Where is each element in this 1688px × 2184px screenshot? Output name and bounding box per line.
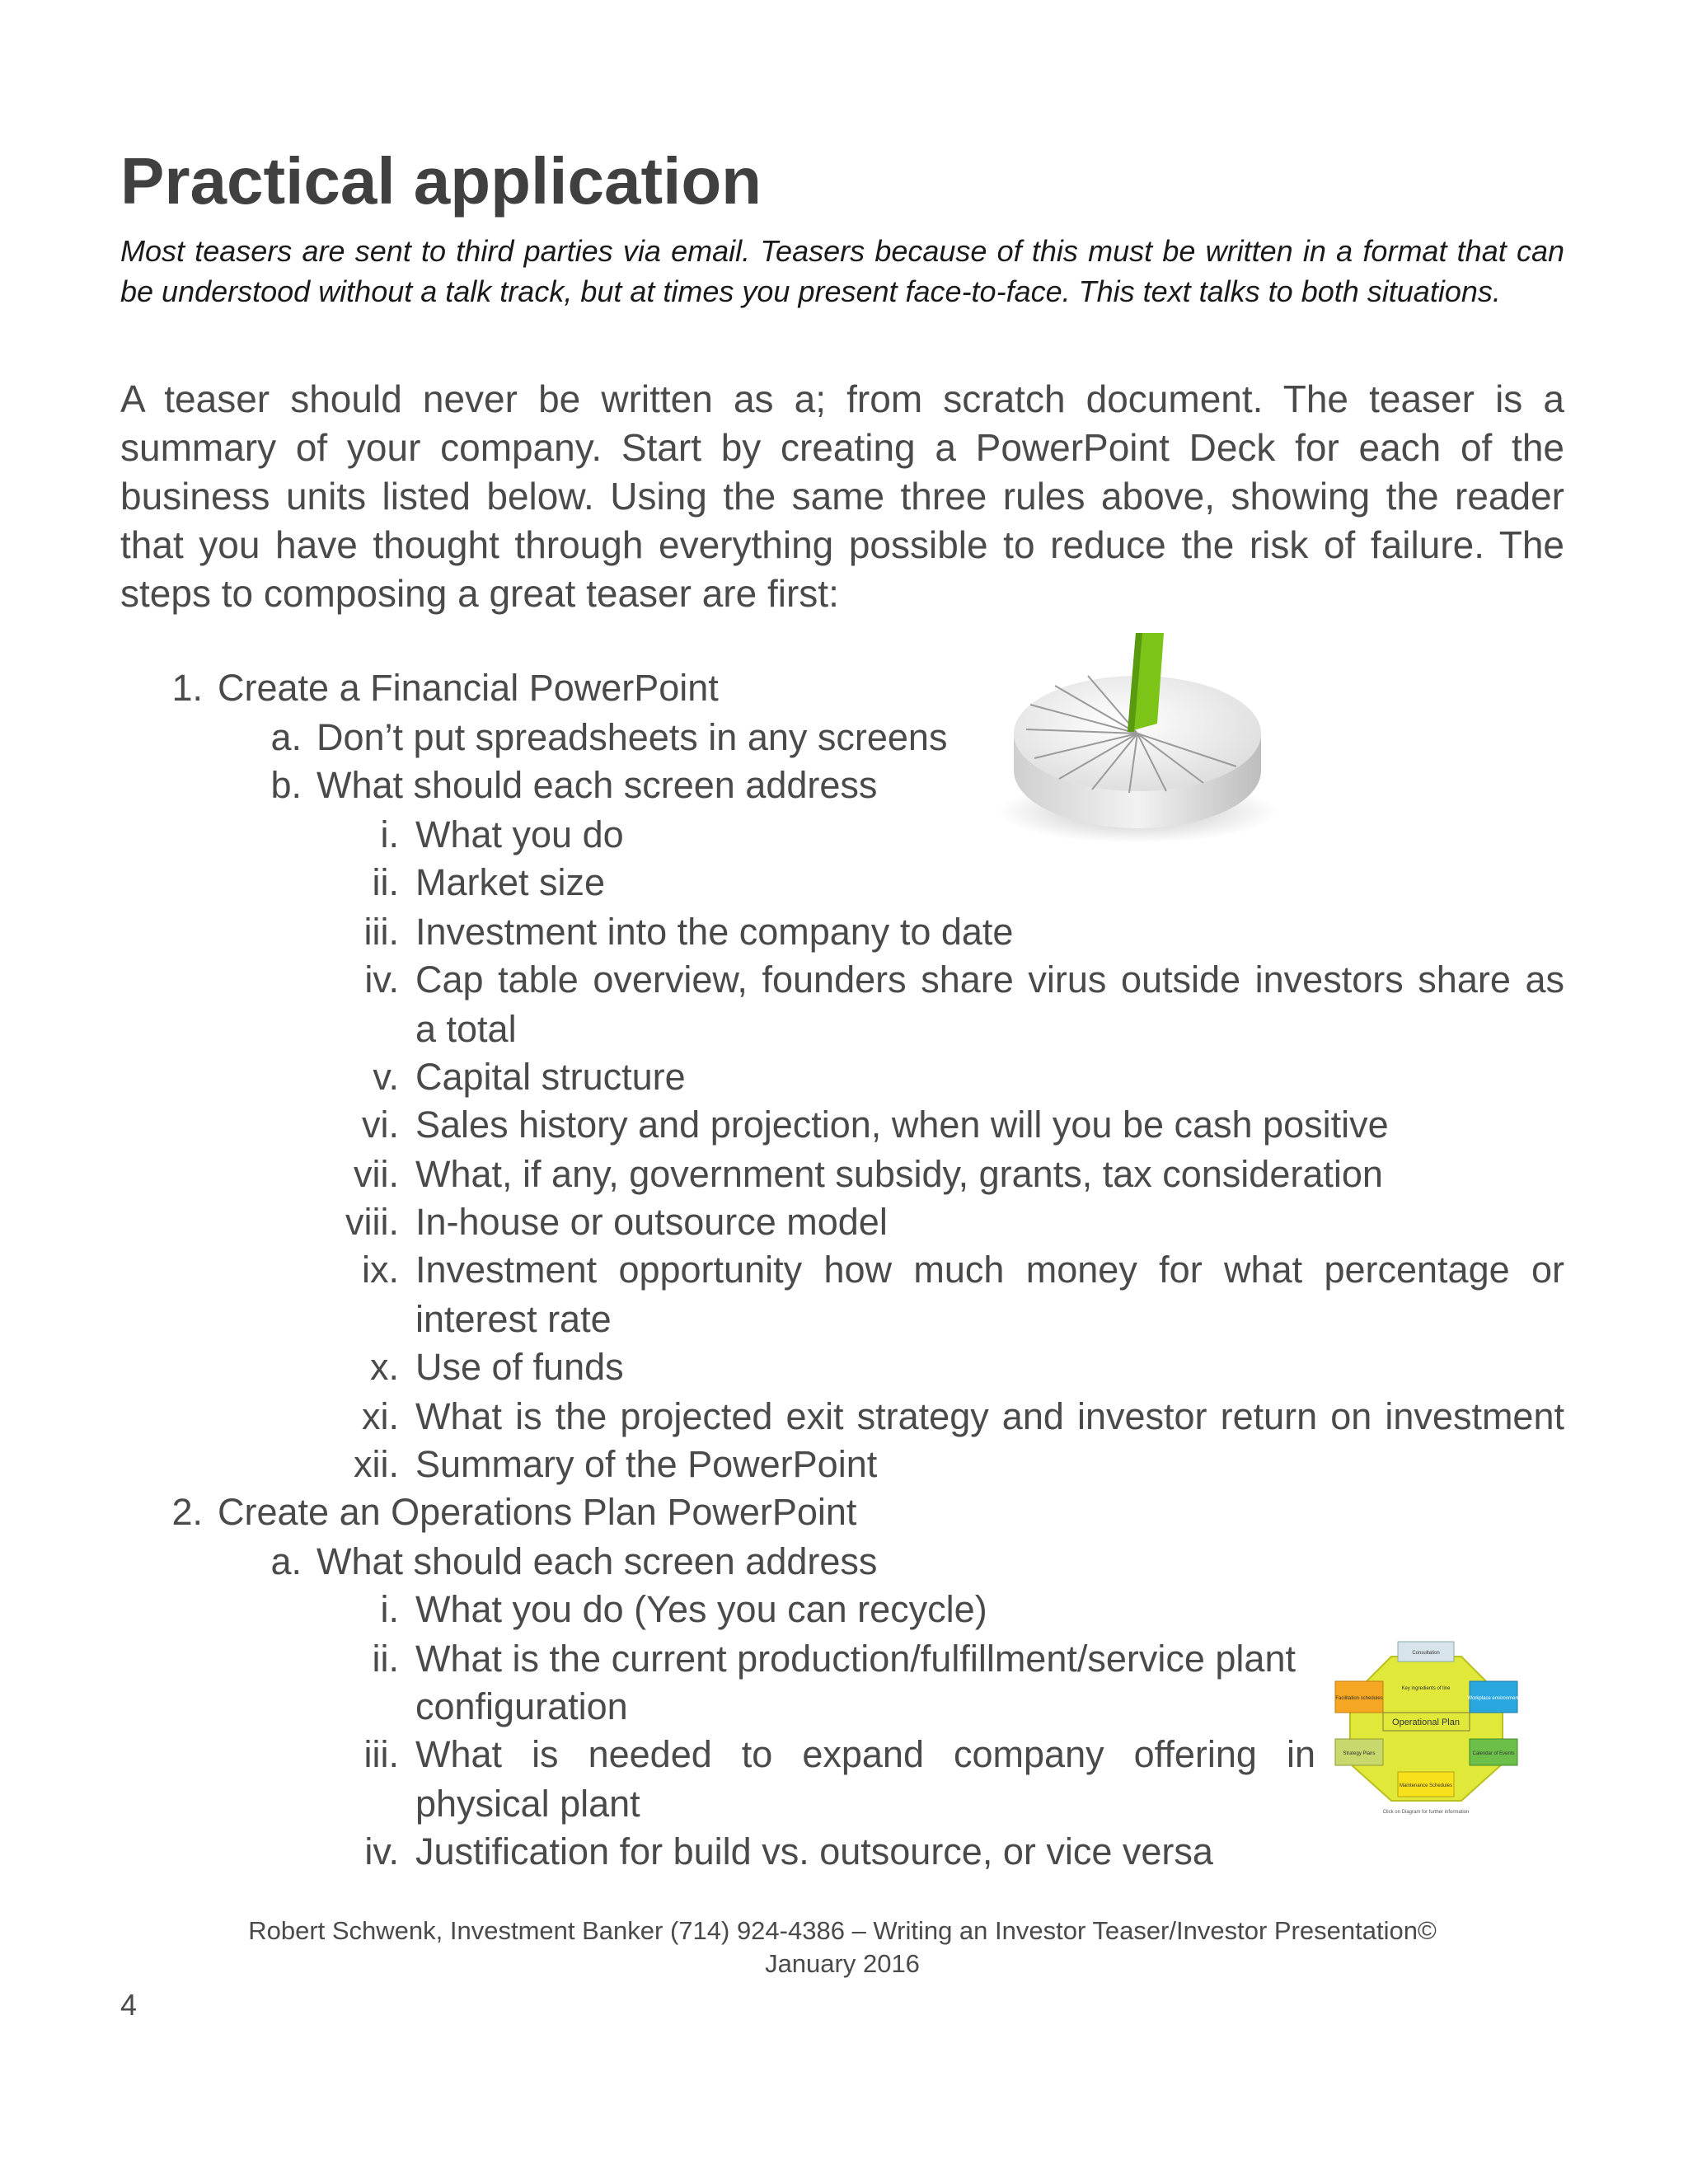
list-text-continuation: a total	[415, 1008, 517, 1050]
pie-chart-illustration	[981, 626, 1294, 849]
body-paragraph: A teaser should never be written as a; from scratch document. The teaser is a summary of your company. Start by creating a PowerPoint Deck for each of the business units listed below. Using the same three rules above, showing the reader that you have thought through everything possible to reduce the risk of failure. The steps to composing a great teaser are first:	[120, 377, 1564, 615]
list-roman: iii.	[363, 911, 399, 953]
list-letter: a.	[270, 716, 302, 758]
list-roman: v.	[373, 1056, 399, 1098]
list-text: Cap table overview, founders share virus outside investors share as	[415, 958, 1564, 1001]
list-roman: i.	[380, 813, 399, 855]
list-text: Market size	[415, 861, 606, 903]
list-text-continuation: configuration	[415, 1685, 628, 1727]
list-text-continuation: physical plant	[415, 1783, 640, 1825]
diagram-inner-label: Key ingredients of line	[1401, 1686, 1451, 1691]
list-text: Create an Operations Plan PowerPoint	[218, 1491, 857, 1533]
list-text: What should each screen address	[316, 764, 878, 806]
list-roman: vi.	[362, 1104, 399, 1146]
diagram-right-label: Workplace environment	[1467, 1696, 1519, 1701]
list-roman: vii.	[354, 1153, 399, 1195]
list-text: Summary of the PowerPoint	[415, 1443, 878, 1485]
footer-date: January 2016	[765, 1949, 920, 1978]
list-text: What you do (Yes you can recycle)	[415, 1588, 987, 1630]
diagram-bottom-label: Maintenance Schedules	[1399, 1783, 1453, 1788]
list-roman: xii.	[354, 1443, 399, 1485]
list-number: 2.	[171, 1491, 203, 1533]
list-text: What is the current production/fulfillment/service plant	[415, 1638, 1296, 1680]
list-text: What should each screen address	[316, 1540, 878, 1582]
list-text: Sales history and projection, when will you be cash positive	[415, 1104, 1389, 1146]
list-text: What you do	[415, 813, 624, 855]
list-roman: x.	[369, 1346, 399, 1388]
diagram-left-label: Facilitation schedules	[1335, 1696, 1383, 1701]
list-roman: i.	[380, 1588, 399, 1630]
page-number: 4	[120, 1988, 138, 2022]
list-roman: iii.	[363, 1733, 399, 1775]
operational-plan-diagram	[1334, 1640, 1519, 1817]
diagram-caption: Click on Diagram for further information	[1382, 1810, 1470, 1815]
list-roman: viii.	[345, 1201, 399, 1243]
diagram-bottom-left-label: Strategy Plans	[1343, 1751, 1376, 1756]
diagram-bottom-right-label: Calendar of Events	[1472, 1751, 1515, 1756]
diagram-top-label: Consultation	[1412, 1651, 1440, 1656]
list-number: 1.	[171, 667, 203, 709]
list-text: Capital structure	[415, 1056, 686, 1098]
list-text: What, if any, government subsidy, grants, tax consideration	[415, 1153, 1383, 1195]
list-roman: ix.	[362, 1249, 399, 1291]
intro-italic-text: Most teasers are sent to third parties via email. Teasers because of this must be written in a format that can be understood without a talk track, but at times you present face-to-face. This text talks to both situations.	[120, 234, 1564, 308]
list-roman: iv.	[364, 958, 399, 1001]
list-letter: b.	[270, 764, 302, 806]
list-letter: a.	[270, 1540, 302, 1582]
list-text: Investment into the company to date	[415, 911, 1014, 953]
list-text: Investment opportunity how much money for what percentage or	[415, 1249, 1564, 1291]
list-text: Create a Financial PowerPoint	[218, 667, 719, 709]
list-text: Don’t put spreadsheets in any screens	[316, 716, 948, 758]
list-text: In-house or outsource model	[415, 1201, 888, 1243]
list-roman: ii.	[372, 861, 399, 903]
list-roman: iv.	[364, 1830, 399, 1872]
list-text-continuation: interest rate	[415, 1298, 612, 1340]
diagram-center-label: Operational Plan	[1392, 1718, 1460, 1727]
list-text: What is needed to expand company offering in	[415, 1733, 1315, 1775]
list-text: Justification for build vs. outsource, or vice versa	[415, 1830, 1213, 1872]
footer-text: Robert Schwenk, Investment Banker (714) 924-4386 – Writing an Investor Teaser/Investor Presentation©	[248, 1916, 1437, 1945]
list-text: What is the projected exit strategy and investor return on investment	[415, 1395, 1564, 1437]
list-roman: xi.	[362, 1395, 399, 1437]
list-text: Use of funds	[415, 1346, 624, 1388]
page-title: Practical application	[120, 144, 762, 218]
list-roman: ii.	[372, 1638, 399, 1680]
